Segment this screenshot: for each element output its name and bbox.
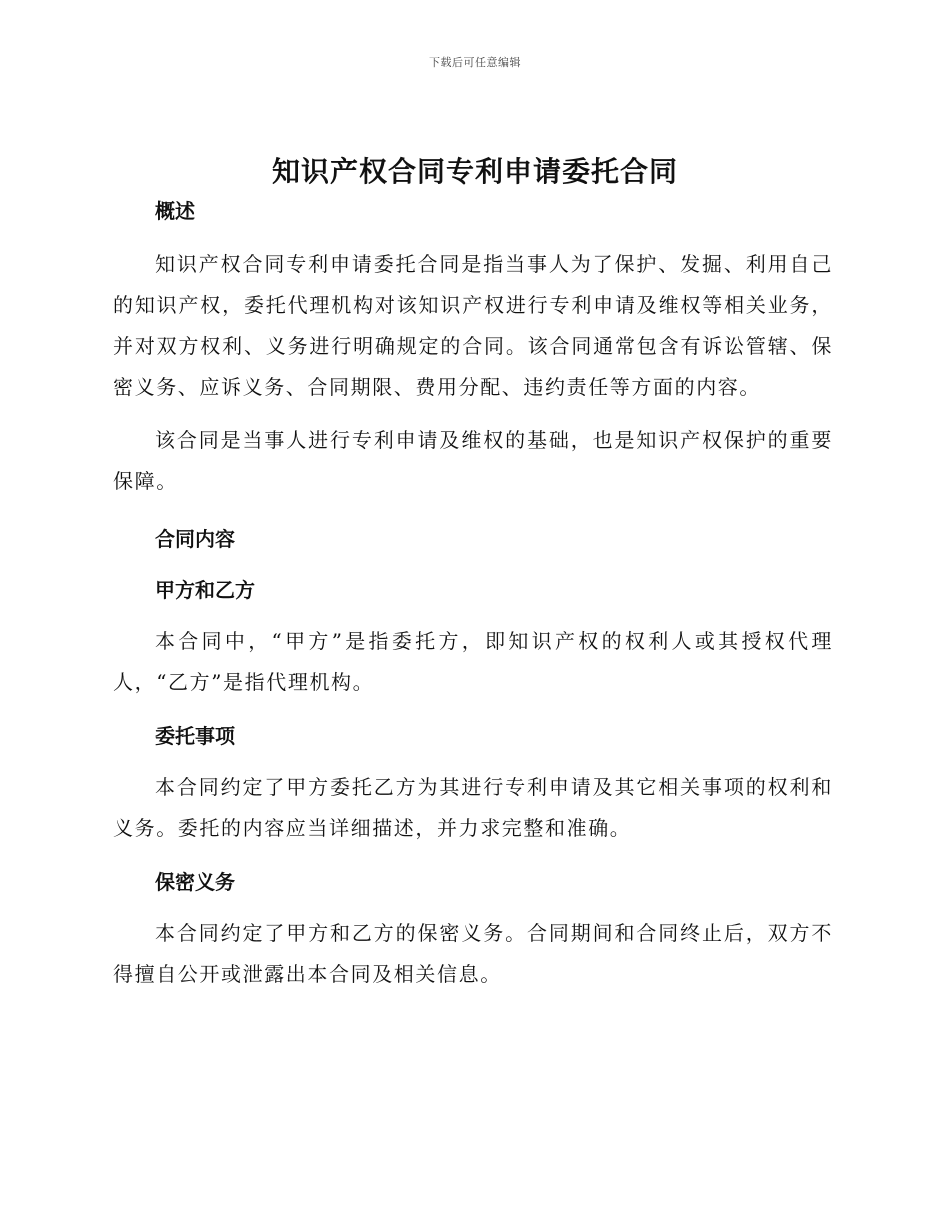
paragraph-overview-2: 该合同是当事人进行专利申请及维权的基础，也是知识产权保护的重要保障。 <box>113 428 833 493</box>
heading-entrusted-matters: 委托事项 <box>155 724 235 748</box>
paragraph-overview-1: 知识产权合同专利申请委托合同是指当事人为了保护、发掘、利用自己的知识产权，委托代理机构对该知识产权进行专利申请及维权等相关业务，并对双方权利、义务进行明确规定的合同。该合同通常包含有诉讼管辖、保密义务、应诉义务、合同期限、费用分配、违约责任等方面的内容。 <box>113 252 833 399</box>
document-body <box>113 196 833 995</box>
document-title: 知识产权合同专利申请委托合同 <box>271 155 678 188</box>
page-header-note: 下载后可任意编辑 <box>429 56 521 69</box>
paragraph-parties: 本合同中，“甲方”是指委托方，即知识产权的权利人或其授权代理人，“乙方”是指代理机构。 <box>113 629 833 694</box>
heading-confidentiality: 保密义务 <box>155 870 235 894</box>
heading-overview: 概述 <box>155 199 195 223</box>
paragraph-confidentiality: 本合同约定了甲方和乙方的保密义务。合同期间和合同终止后，双方不得擅自公开或泄露出本合同及相关信息。 <box>113 921 833 986</box>
heading-parties: 甲方和乙方 <box>155 578 255 602</box>
heading-contract-contents: 合同内容 <box>155 527 235 551</box>
paragraph-entrusted-matters: 本合同约定了甲方委托乙方为其进行专利申请及其它相关事项的权利和义务。委托的内容应当详细描述，并力求完整和准确。 <box>113 775 833 840</box>
